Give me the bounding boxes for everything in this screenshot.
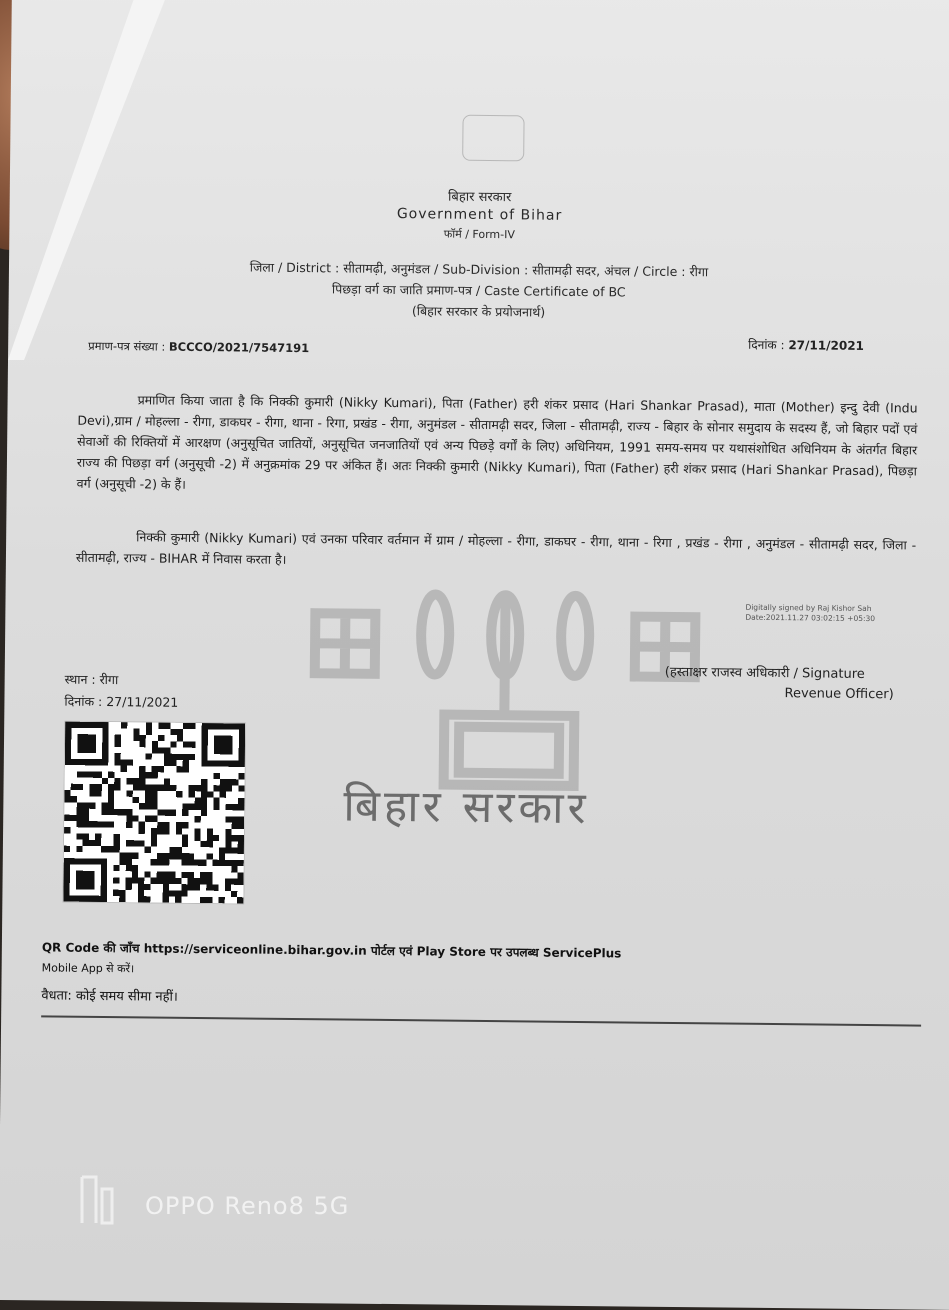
title-english: Government of Bihar xyxy=(396,206,563,224)
qr-note-line1: QR Code की जाँच https://serviceonline.bihar.gov.in पोर्टल एवं Play Store पर उपलब्ध ServicePlus xyxy=(41,940,622,961)
cert-no-value: BCCCO/2021/7547191 xyxy=(168,339,310,356)
cert-no-label: प्रमाण-पत्र संख्या : xyxy=(88,338,166,354)
certificate-paragraph-1: प्रमाणित किया जाता है कि निक्की कुमारी (Nikky Kumari), पिता (Father) हरी शंकर प्रसाद (Hari Shankar Prasad), माता (Mother) इन्दु देवी (Indu Devi),ग्राम / मोहल्ला - रीगा, डाकघर - रीगा, थाना - रिगा, प्रखंड - रीगा, अनुमंडल - सीतामढ़ी सदर, जिला - सीतामढ़ी, राज्य - बिहार के सोनार समुदाय के सदस्य हैं, जो बिहार पदों एवं सेवाओं की रिक्तियों में आरक्षण (अनुसूचित जातियों, अनुसूचित जनजातियों एवं अन्य पिछड़े वर्गों के लिए) अधिनियम, 1991 समय-समय पर यथासंशोधित अधिनियम के अंतर्गत बिहार राज्य की पिछड़ा वर्ग (अनुसूची -2) में अनुक्रमांक 29 पर अंकित हैं। अतः निक्की कुमारी (Nikky Kumari), पिता (Father) हरी शंकर प्रसाद (Hari Shankar Prasad), पिछड़ा वर्ग (अनुसूची -2) के हैं। xyxy=(76,392,918,492)
certificate-type: पिछड़ा वर्ग का जाति प्रमाण-पत्र / Caste Certificate of BC xyxy=(331,281,626,300)
divider xyxy=(41,1015,921,1026)
camera-watermark: OPPO Reno8 5G xyxy=(145,1192,350,1220)
title-hindi: बिहार सरकार xyxy=(448,189,512,206)
district-line: जिला / District : सीतामढ़ी, अनुमंडल / Sub-Division : सीतामढ़ी सदर, अंचल / Circle : रीगा xyxy=(249,259,709,280)
certificate-body xyxy=(39,70,931,1259)
form-label: फॉर्म / Form-IV xyxy=(443,227,515,242)
watermark-emblem-icon xyxy=(292,573,715,897)
validity-note: वैधता: कोई समय सीमा नहीं। xyxy=(41,988,178,1005)
issue-date xyxy=(748,336,864,354)
place: स्थान : रीगा xyxy=(64,671,119,688)
emblem-icon xyxy=(462,115,524,162)
signature-label-1: (हस्ताक्षर राजस्व अधिकारी / Signature xyxy=(664,664,865,682)
qr-code-icon xyxy=(62,721,246,905)
purpose-line: (बिहार सरकार के प्रयोजनार्थ) xyxy=(411,303,546,320)
date-value: 27/11/2021 xyxy=(788,338,865,353)
watermark-text: बिहार सरकार xyxy=(343,780,590,835)
signature-label-2: Revenue Officer) xyxy=(784,686,894,703)
certificate-number xyxy=(88,339,309,356)
date-label: दिनांक : xyxy=(748,337,785,353)
camera-brand-icon xyxy=(80,1175,114,1225)
place-date: दिनांक : 27/11/2021 xyxy=(64,693,179,710)
qr-note-line2: Mobile App से करें। xyxy=(41,961,135,976)
certificate-paragraph-2: निक्की कुमारी (Nikky Kumari) एवं उनका परिवार वर्तमान में ग्राम / मोहल्ला - रीगा, डाकघर - रीगा, थाना - रिगा , प्रखंड - रीगा , अनुमंडल - सीतामढ़ी सदर, जिला - सीतामढ़ी, राज्य - BIHAR में निवास करता है। xyxy=(75,529,917,567)
digital-signature-line1: Digitally signed by Raj Kishor Sah xyxy=(745,602,872,614)
digital-signature xyxy=(745,603,875,624)
digital-signature-line2: Date:2021.11.27 03:02:15 +05:30 xyxy=(745,612,876,624)
